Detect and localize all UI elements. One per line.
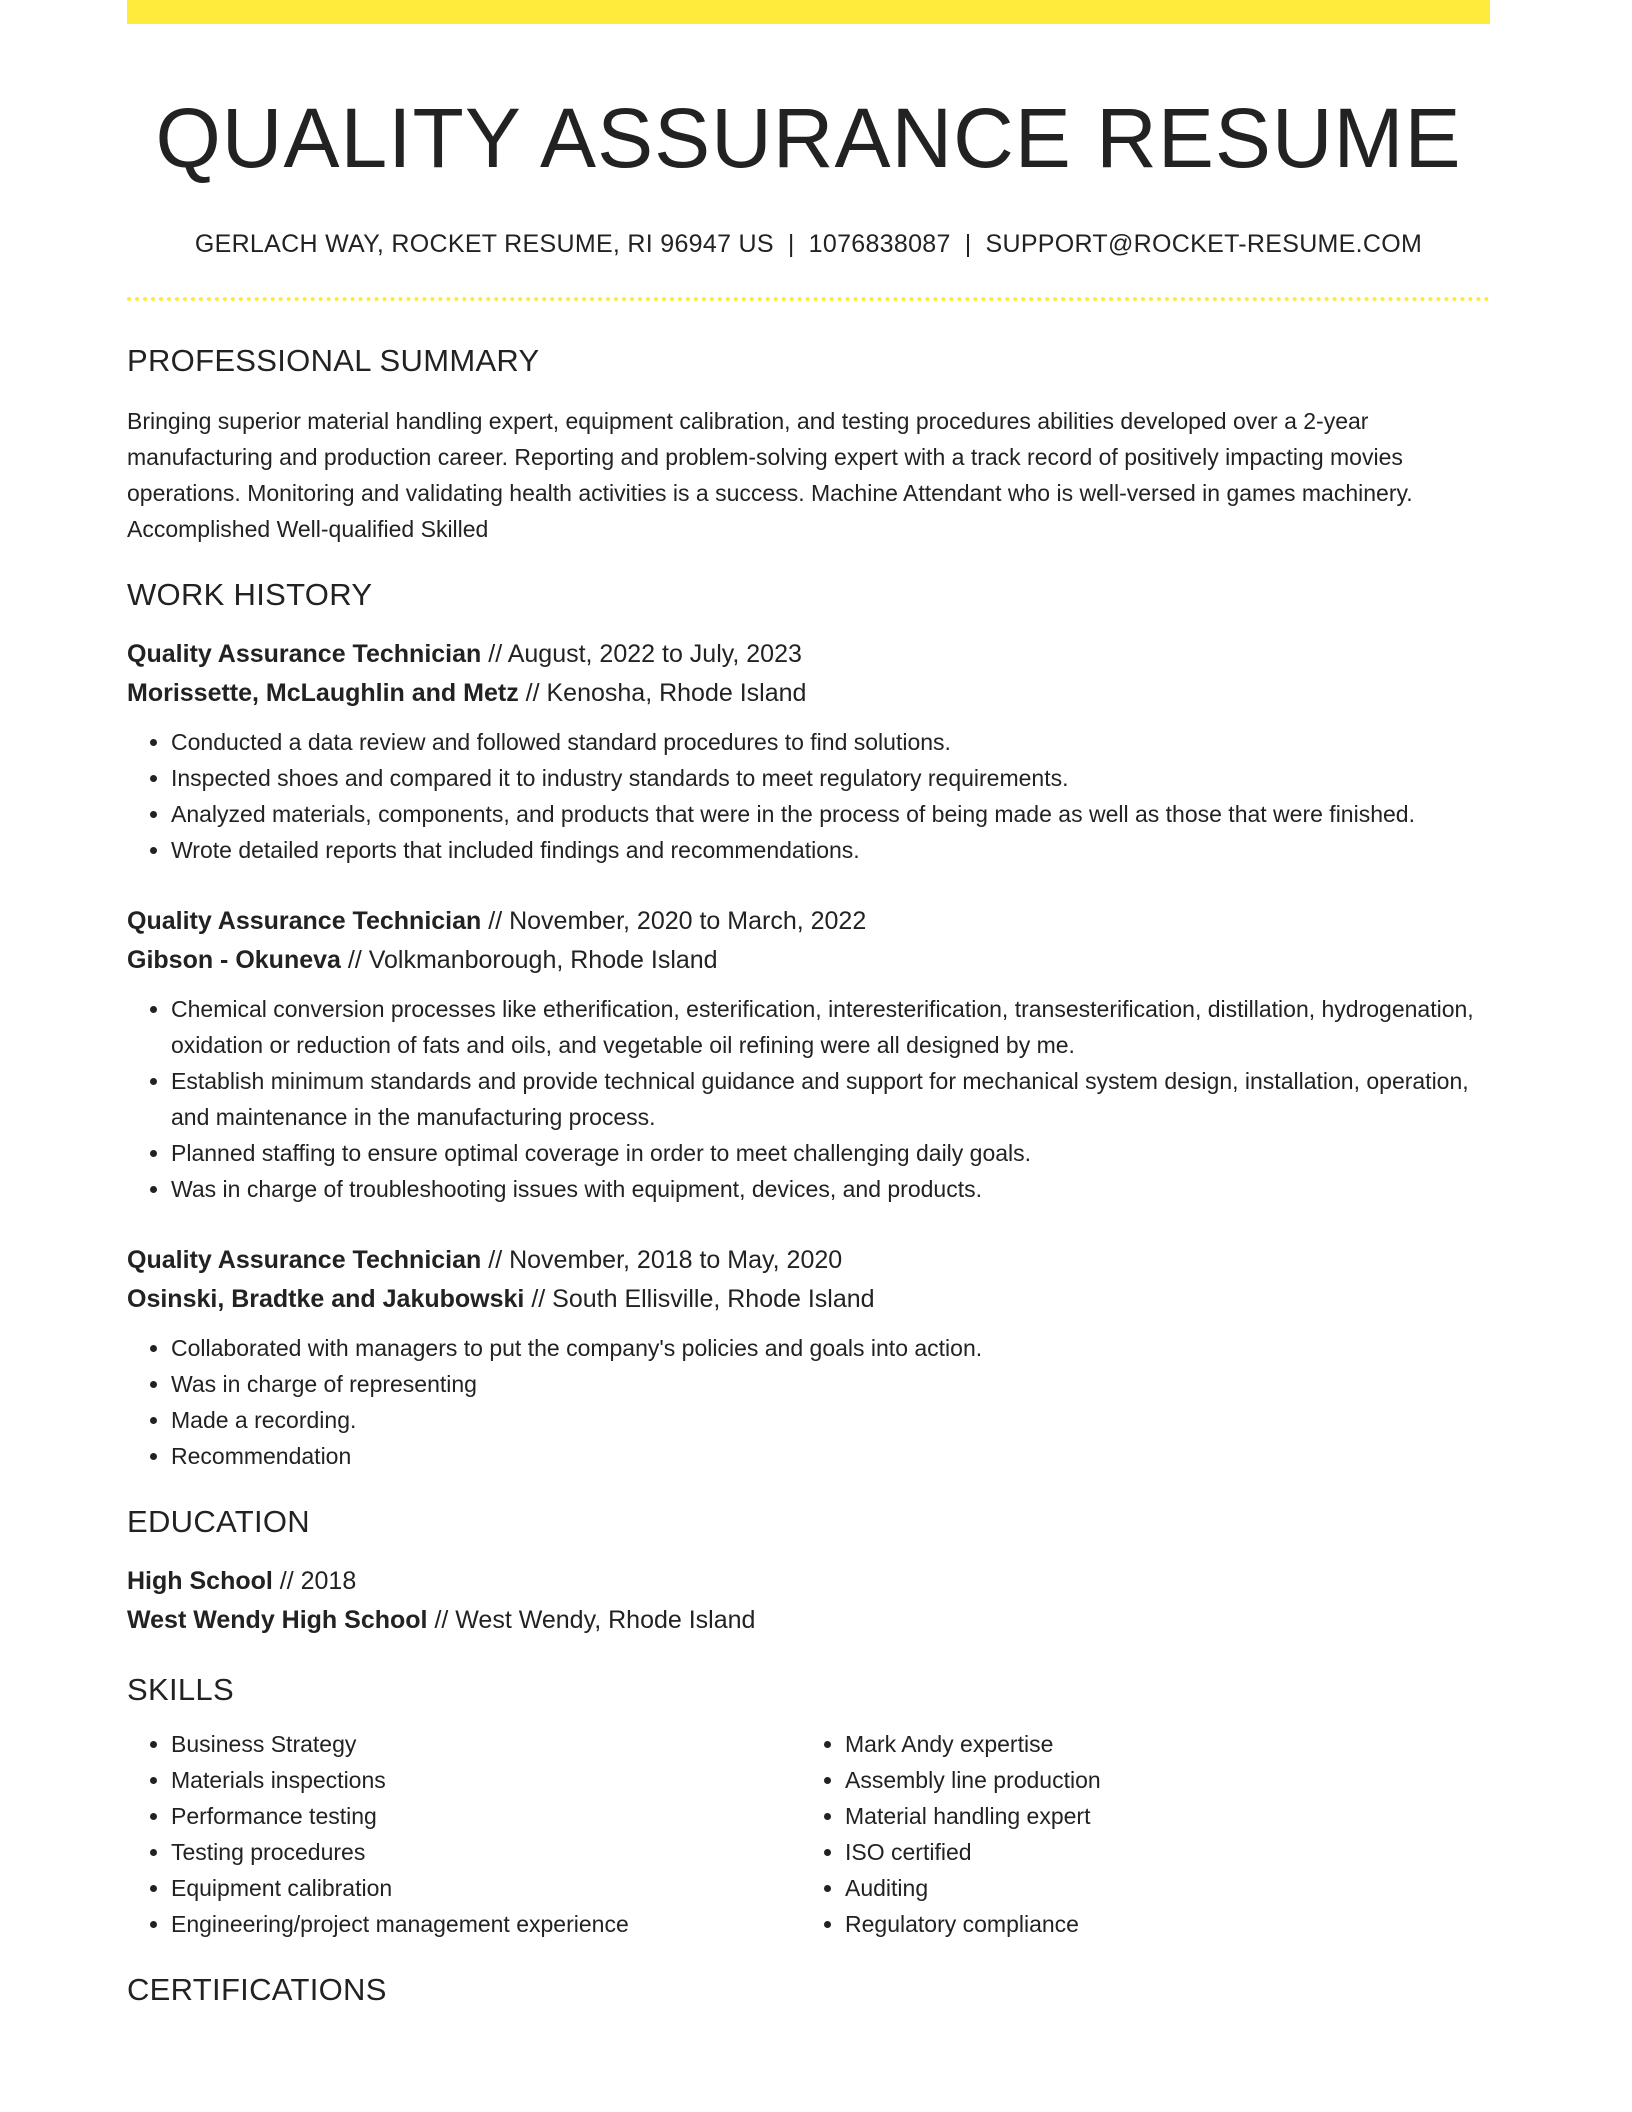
job-company: Morissette, McLaughlin and Metz — [127, 679, 519, 708]
list-item: • Auditing — [845, 1870, 1475, 1906]
education-location: // West Wendy, Rhode Island — [434, 1606, 756, 1635]
list-item: • Establish minimum standards and provide technical guidance and support for mechanical system design, installation, operation, and maintenance in the manufacturing process. — [171, 1063, 1490, 1135]
list-item: • Business Strategy — [171, 1726, 801, 1762]
list-item: • Made a recording. — [171, 1402, 1490, 1438]
work-history-heading: WORK HISTORY — [127, 577, 373, 613]
list-item: • Engineering/project management experience — [171, 1906, 801, 1942]
contact-separator: | — [787, 230, 795, 259]
job-company: Gibson - Okuneva — [127, 946, 341, 975]
list-item: • Mark Andy expertise — [845, 1726, 1475, 1762]
list-item: • Conducted a data review and followed standard procedures to find solutions. — [171, 724, 1490, 760]
education-school: West Wendy High School — [127, 1606, 428, 1635]
list-item: • Performance testing — [171, 1798, 801, 1834]
contact-phone: 1076838087 — [808, 230, 951, 259]
list-item: • Recommendation — [171, 1438, 1490, 1474]
list-item: • Regulatory compliance — [845, 1906, 1475, 1942]
list-item: • Analyzed materials, components, and products that were in the process of being made as well as those that were finished. — [171, 796, 1490, 832]
top-accent-bar — [127, 0, 1490, 24]
job-bullets — [127, 724, 1490, 868]
resume-page — [127, 0, 1490, 2008]
job-entry — [127, 1241, 1490, 1474]
job-entry — [127, 902, 1490, 1207]
list-item: • Equipment calibration — [171, 1870, 801, 1906]
job-dates: // November, 2020 to March, 2022 — [488, 907, 867, 936]
contact-separator: | — [964, 230, 972, 259]
certifications-heading: CERTIFICATIONS — [127, 1972, 387, 2008]
list-item: • Wrote detailed reports that included findings and recommendations. — [171, 832, 1490, 868]
job-company-line — [127, 674, 1490, 713]
job-role: Quality Assurance Technician — [127, 1246, 482, 1275]
contact-email: SUPPORT@ROCKET-RESUME.COM — [985, 230, 1423, 259]
list-item: • ISO certified — [845, 1834, 1475, 1870]
skills-right-column — [801, 1726, 1475, 1942]
job-location: // South Ellisville, Rhode Island — [531, 1285, 875, 1314]
list-item: • Planned staffing to ensure optimal coverage in order to meet challenging daily goals. — [171, 1135, 1490, 1171]
list-item: • Assembly line production — [845, 1762, 1475, 1798]
list-item: • Testing procedures — [171, 1834, 801, 1870]
education-year: // 2018 — [279, 1567, 357, 1596]
list-item: • Chemical conversion processes like etherification, esterification, interesterification, transesterification, distillation, hydrogenation, oxidation or reduction of fats and oils, and vegetable oil refining were all designed by me. — [171, 991, 1490, 1063]
resume-title: QUALITY ASSURANCE RESUME — [155, 91, 1462, 185]
job-role-line — [127, 902, 1490, 941]
job-role-line — [127, 1241, 1490, 1280]
job-role: Quality Assurance Technician — [127, 640, 482, 669]
skills-left-column — [127, 1726, 801, 1942]
contact-line — [127, 230, 1490, 259]
skills-columns — [127, 1726, 1490, 1942]
list-item: • Was in charge of representing — [171, 1366, 1490, 1402]
list-item: • Inspected shoes and compared it to industry standards to meet regulatory requirements. — [171, 760, 1490, 796]
summary-text: Bringing superior material handling expert, equipment calibration, and testing procedures abilities developed over a 2-year manufacturing and production career. Reporting and problem-solving expert with a track record of positively impacting movies operations. Monitoring and validating health activities is a success. Machine Attendant who is well-versed in games machinery. Accomplished Well-qualified Skilled — [127, 408, 1413, 543]
job-company-line — [127, 941, 1490, 980]
education-degree: High School — [127, 1567, 273, 1596]
job-dates: // November, 2018 to May, 2020 — [488, 1246, 843, 1275]
job-entry — [127, 635, 1490, 868]
list-item: • Materials inspections — [171, 1762, 801, 1798]
job-role: Quality Assurance Technician — [127, 907, 482, 936]
job-company-line — [127, 1280, 1490, 1319]
list-item: • Material handling expert — [845, 1798, 1475, 1834]
job-company: Osinski, Bradtke and Jakubowski — [127, 1285, 525, 1314]
contact-address: GERLACH WAY, ROCKET RESUME, RI 96947 US — [194, 230, 774, 259]
list-item: • Collaborated with managers to put the company's policies and goals into action. — [171, 1330, 1490, 1366]
education-entry — [127, 1562, 1490, 1640]
job-location: // Kenosha, Rhode Island — [525, 679, 807, 708]
skills-heading: SKILLS — [127, 1672, 234, 1708]
job-bullets — [127, 1330, 1490, 1474]
summary-heading: PROFESSIONAL SUMMARY — [127, 343, 540, 379]
list-item: • Was in charge of troubleshooting issues with equipment, devices, and products. — [171, 1171, 1490, 1207]
education-school-line — [127, 1601, 1490, 1640]
job-dates: // August, 2022 to July, 2023 — [488, 640, 802, 669]
job-location: // Volkmanborough, Rhode Island — [347, 946, 718, 975]
education-heading: EDUCATION — [127, 1504, 310, 1540]
job-role-line — [127, 635, 1490, 674]
job-bullets — [127, 991, 1490, 1207]
education-degree-line — [127, 1562, 1490, 1601]
header-divider — [127, 297, 1490, 301]
